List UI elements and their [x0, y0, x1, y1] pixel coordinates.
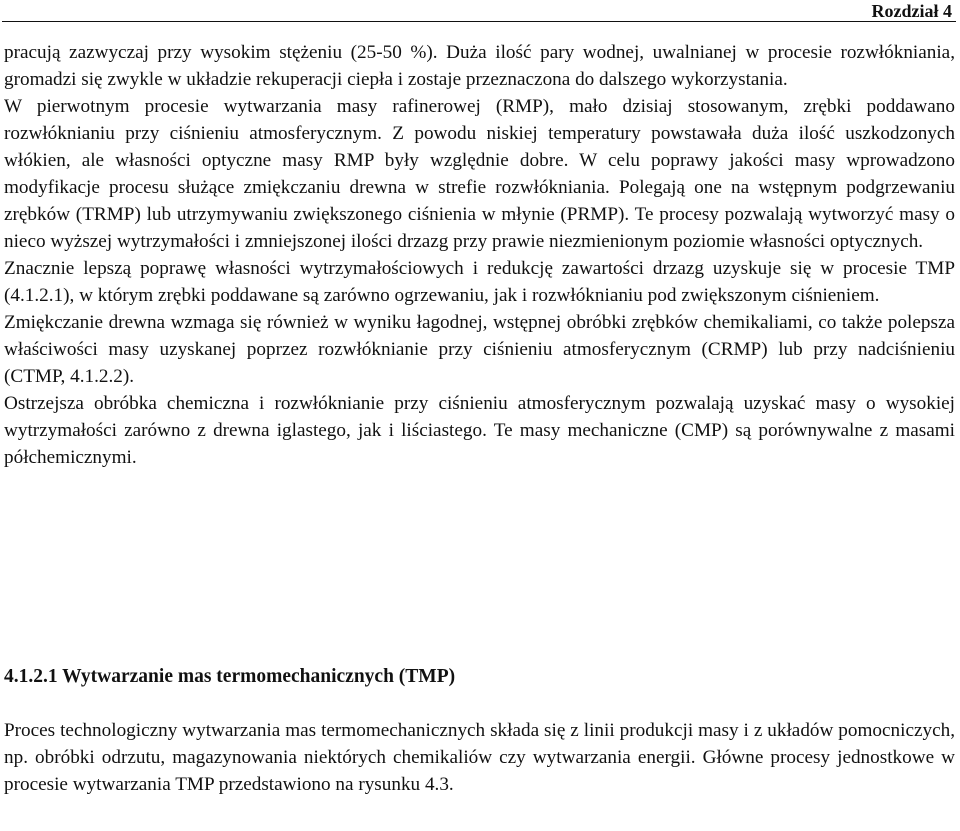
- paragraph: Ostrzejsza obróbka chemiczna i rozwłóknianie przy ciśnieniu atmosferycznym pozwalają uzyskać masy o wysokiej wytrzymałości zarówno z drewna iglastego, jak i liściastego. Te masy mechaniczne (CMP) są porównywalne z masami półchemicznymi.: [4, 393, 955, 468]
- paragraph: pracują zazwyczaj przy wysokim stężeniu (25-50 %). Duża ilość pary wodnej, uwalnianej w procesie rozwłókniania, gromadzi się zwykle w układzie rekuperacji ciepła i zostaje przeznaczona do dalszego wykorzystania.: [4, 42, 955, 90]
- header-divider: [2, 21, 956, 22]
- section-heading: 4.1.2.1 Wytwarzanie mas termomechanicznych (TMP): [4, 666, 456, 687]
- paragraph: W pierwotnym procesie wytwarzania masy rafinerowej (RMP), mało dzisiaj stosowanym, zrębki poddawano rozwłóknianiu przy ciśnieniu atmosferycznym. Z powodu niskiej temperatury powstawała duża ilość uszkodzonych włókien, ale własności optyczne masy RMP były względnie dobre. W celu poprawy jakości masy wprowadzono modyfikacje procesu służące zmiękczaniu drewna w strefie rozwłókniania. Polegają one na wstępnym podgrzewaniu zrębków (TRMP) lub utrzymywaniu zwiększonego ciśnienia w młynie (PRMP). Te procesy pozwalają wytworzyć masy o nieco wyższej wytrzymałości i zmniejszonej ilości drzazg przy prawie niezmienionym poziomie własności optycznych.: [4, 96, 955, 252]
- paragraph: Znacznie lepszą poprawę własności wytrzymałościowych i redukcję zawartości drzazg uzyskuje się w procesie TMP (4.1.2.1), w którym zrębki poddawane są zarówno ogrzewaniu, jak i rozwłóknianiu pod zwiększonym ciśnieniem.: [4, 258, 955, 306]
- section-paragraph: Proces technologiczny wytwarzania mas termomechanicznych składa się z linii produkcji masy i z układów pomocniczych, np. obróbki odrzutu, magazynowania niektórych chemikaliów czy wytwarzania energii. Główne procesy jednostkowe w procesie wytwarzania TMP przedstawiono na rysunku 4.3.: [4, 720, 955, 795]
- chapter-title: Rozdział 4: [871, 1, 952, 21]
- paragraph: Zmiękczanie drewna wzmaga się również w wyniku łagodnej, wstępnej obróbki zrębków chemikaliami, co także polepsza właściwości masy uzyskanej poprzez rozwłóknianie przy ciśnieniu atmosferycznym (CRMP) lub przy nadciśnieniu (CTMP, 4.1.2.2).: [4, 312, 955, 387]
- body-text: [4, 39, 955, 471]
